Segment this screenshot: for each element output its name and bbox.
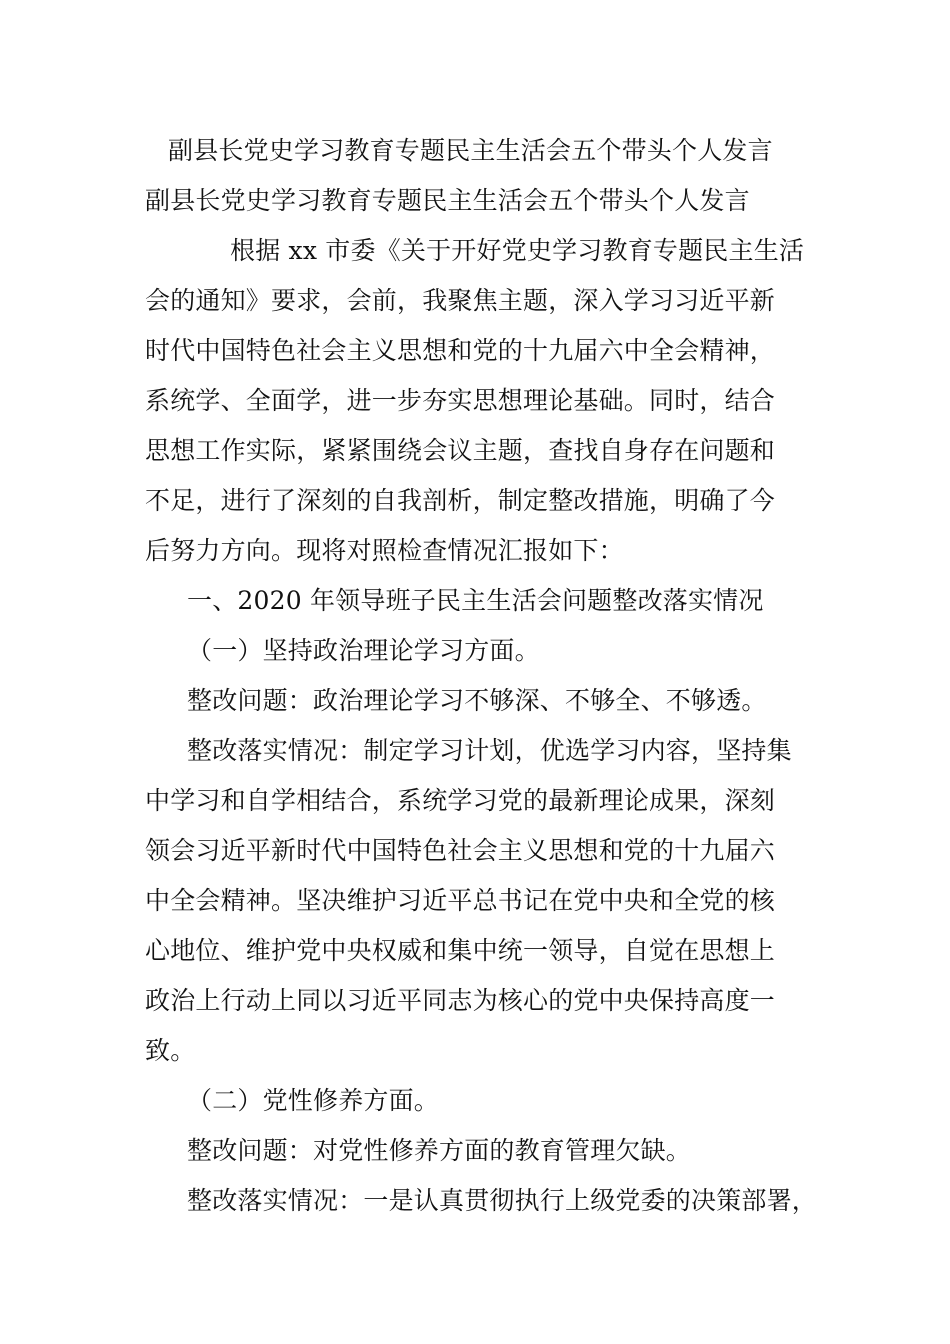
document-title: 副县长党史学习教育专题民主生活会五个带头个人发言 [168,136,773,165]
intro-paragraph-line: 根据 xx 市委《关于开好党史学习教育专题民主生活 [230,236,805,265]
subsection-heading: （二）党性修养方面。 [187,1086,440,1115]
section-heading: 一、2020 年领导班子民主生活会问题整改落实情况 [187,586,764,615]
measures-paragraph-line: 心地位、维护党中央权威和集中统一领导，自觉在思想上 [145,936,776,965]
intro-paragraph-line: 系统学、全面学，进一步夯实思想理论基础。同时，结合 [145,386,776,415]
intro-paragraph-line: 时代中国特色社会主义思想和党的十九届六中全会精神， [145,336,776,365]
document-subtitle: 副县长党史学习教育专题民主生活会五个带头个人发言 [145,186,750,215]
problem-statement: 整改问题：政治理论学习不够深、不够全、不够透。 [187,686,767,715]
intro-paragraph-line: 思想工作实际，紧紧围绕会议主题，查找自身存在问题和 [145,436,776,465]
measures-paragraph-line: 中全会精神。坚决维护习近平总书记在党中央和全党的核 [145,886,776,915]
intro-paragraph-line: 后努力方向。现将对照检查情况汇报如下： [145,536,624,565]
measures-paragraph-line: 领会习近平新时代中国特色社会主义思想和党的十九届六 [145,836,776,865]
measures-paragraph-line: 整改落实情况：一是认真贯彻执行上级党委的决策部署， [187,1186,818,1215]
measures-paragraph-line: 致。 [145,1036,196,1065]
measures-paragraph-line: 中学习和自学相结合，系统学习党的最新理论成果，深刻 [145,786,776,815]
intro-paragraph-line: 不足，进行了深刻的自我剖析，制定整改措施，明确了今 [145,486,776,515]
problem-statement: 整改问题：对党性修养方面的教育管理欠缺。 [187,1136,692,1165]
measures-paragraph-line: 政治上行动上同以习近平同志为核心的党中央保持高度一 [145,986,776,1015]
subsection-heading: （一）坚持政治理论学习方面。 [187,636,540,665]
measures-paragraph-line: 整改落实情况：制定学习计划，优选学习内容，坚持集 [187,736,792,765]
intro-paragraph-line: 会的通知》要求，会前，我聚焦主题，深入学习习近平新 [145,286,776,315]
